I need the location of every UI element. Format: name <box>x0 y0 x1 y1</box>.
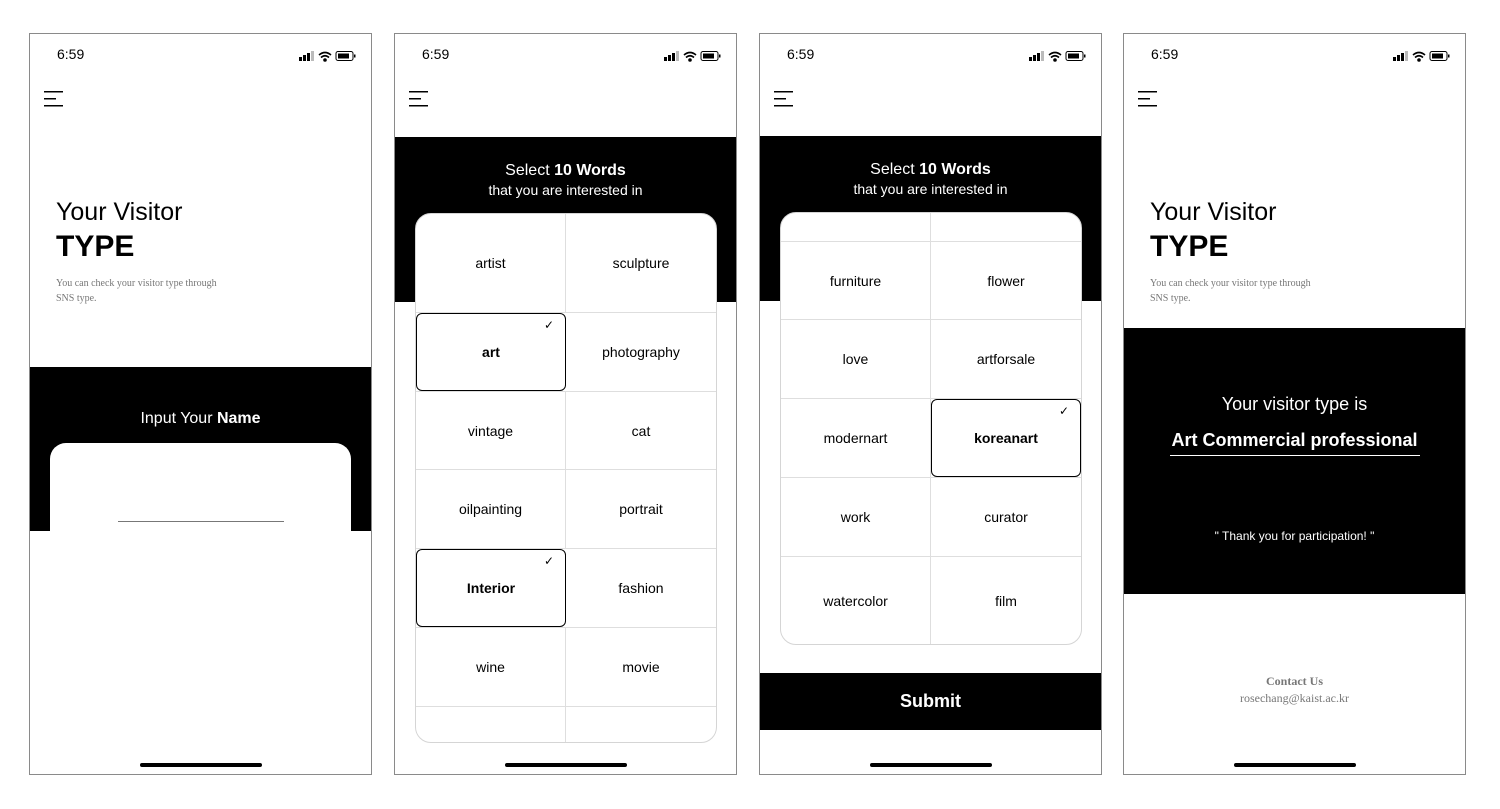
result-band <box>1124 328 1465 594</box>
heading-light: Select <box>505 162 555 179</box>
wifi-icon <box>319 53 331 62</box>
battery-icon <box>1430 52 1450 61</box>
word-label: artforsale <box>976 351 1036 367</box>
input-prompt-light: Input Your <box>140 410 217 427</box>
name-input-card[interactable] <box>50 443 351 563</box>
menu-icon[interactable] <box>774 91 796 107</box>
phone-screen-result <box>1123 33 1466 775</box>
word-option[interactable] <box>781 320 931 398</box>
word-row <box>416 313 716 392</box>
signal-icon <box>1393 51 1408 61</box>
word-label: koreanart <box>974 430 1038 446</box>
word-option-selected[interactable] <box>416 313 566 391</box>
page-subtitle: You can check your visitor type through SNS type. <box>1150 278 1311 304</box>
page-title-bold: TYPE <box>56 230 135 263</box>
word-label: cat <box>631 422 651 439</box>
battery-icon <box>1066 52 1086 61</box>
word-option <box>781 213 931 241</box>
home-indicator[interactable] <box>870 763 992 767</box>
word-select-subheading: that you are interested in <box>488 182 643 198</box>
status-icons <box>1393 47 1451 66</box>
phone-screen-word-select-submit <box>759 33 1102 775</box>
page-title-bold: TYPE <box>1150 230 1229 263</box>
word-label: fashion <box>618 580 664 596</box>
heading-bold: 10 Words <box>919 161 991 178</box>
word-option[interactable] <box>931 320 1081 398</box>
word-select-heading <box>395 162 736 180</box>
word-row <box>416 549 716 628</box>
word-label: movie <box>622 659 660 675</box>
status-time: 6:59 <box>787 46 815 62</box>
word-option[interactable] <box>781 399 931 477</box>
result-underline <box>1170 455 1420 456</box>
submit-button[interactable]: Submit <box>760 673 1101 730</box>
status-time: 6:59 <box>57 46 85 62</box>
word-option[interactable] <box>566 214 716 312</box>
page-subtitle: You can check your visitor type through SNS type. <box>56 278 217 304</box>
signal-icon <box>299 51 314 61</box>
word-row <box>781 320 1081 399</box>
word-label: portrait <box>619 501 663 517</box>
word-option[interactable] <box>781 478 931 556</box>
check-icon: ✓ <box>543 318 554 332</box>
word-row <box>416 470 716 549</box>
home-indicator[interactable] <box>505 763 627 767</box>
word-row <box>781 213 1081 242</box>
word-label: curator <box>984 509 1028 525</box>
word-select-subheading: that you are interested in <box>853 181 1008 197</box>
result-value: Art Commercial professional <box>1171 430 1418 450</box>
word-option <box>566 707 716 743</box>
word-label: modernart <box>823 430 888 446</box>
word-option[interactable] <box>566 470 716 548</box>
word-label: flower <box>987 272 1025 289</box>
word-label: furniture <box>829 272 882 289</box>
word-grid <box>780 212 1082 645</box>
word-option <box>416 707 566 743</box>
contact-email[interactable]: rosechang@kaist.ac.kr <box>1239 691 1349 705</box>
word-option[interactable] <box>416 470 566 548</box>
word-row <box>781 399 1081 478</box>
word-label: photography <box>602 344 680 360</box>
word-row <box>416 214 716 313</box>
word-row <box>416 707 716 743</box>
word-label: work <box>840 509 871 525</box>
battery-icon <box>336 52 356 61</box>
home-indicator[interactable] <box>1234 763 1356 767</box>
word-option[interactable] <box>566 628 716 706</box>
word-option[interactable] <box>416 214 566 312</box>
word-label: artist <box>475 255 506 271</box>
word-label: art <box>482 344 500 360</box>
word-select-heading <box>760 161 1101 179</box>
status-icons <box>1029 47 1087 66</box>
status-time: 6:59 <box>1151 46 1179 62</box>
page-title: Your Visitor <box>1150 198 1277 226</box>
word-option[interactable] <box>566 392 716 469</box>
result-intro: Your visitor type is <box>1221 394 1368 414</box>
wifi-icon <box>1413 53 1425 62</box>
word-row <box>416 392 716 470</box>
word-option[interactable] <box>931 557 1081 644</box>
word-option[interactable] <box>566 549 716 627</box>
word-option[interactable] <box>931 478 1081 556</box>
word-option[interactable] <box>566 313 716 391</box>
word-label: love <box>842 351 869 367</box>
wifi-icon <box>1049 53 1061 62</box>
status-time: 6:59 <box>422 46 450 62</box>
signal-icon <box>1029 51 1044 61</box>
word-option-selected[interactable] <box>416 549 566 627</box>
heading-bold: 10 Words <box>554 162 626 179</box>
status-icons <box>664 47 722 66</box>
menu-icon[interactable] <box>1138 91 1160 107</box>
signal-icon <box>664 51 679 61</box>
word-row <box>416 628 716 707</box>
battery-icon <box>701 52 721 61</box>
word-grid <box>415 213 717 743</box>
name-input-field[interactable] <box>118 521 284 522</box>
word-label: Interior <box>466 580 516 596</box>
word-label: oilpainting <box>458 501 523 517</box>
thanks-message: " Thank you for participation! " <box>1214 529 1375 543</box>
word-option[interactable] <box>416 392 566 469</box>
status-icons <box>299 47 357 66</box>
page-title: Your Visitor <box>56 198 183 226</box>
menu-icon[interactable] <box>409 91 431 107</box>
check-icon: ✓ <box>543 554 554 568</box>
word-option[interactable] <box>781 557 931 644</box>
word-row <box>781 557 1081 645</box>
word-label: vintage <box>467 422 514 439</box>
word-option-selected[interactable] <box>931 399 1081 477</box>
word-option[interactable] <box>416 628 566 706</box>
phone-screen-name-input <box>29 33 372 775</box>
word-option <box>931 213 1081 241</box>
check-icon: ✓ <box>1058 404 1069 418</box>
input-prompt <box>30 410 371 428</box>
word-option[interactable] <box>931 242 1081 319</box>
home-indicator[interactable] <box>140 763 262 767</box>
wifi-icon <box>684 53 696 62</box>
word-label: film <box>995 592 1017 609</box>
menu-icon[interactable] <box>44 91 66 107</box>
input-prompt-bold: Name <box>216 410 261 427</box>
word-option[interactable] <box>781 242 931 319</box>
heading-light: Select <box>870 161 920 178</box>
word-row <box>781 478 1081 557</box>
word-label: watercolor <box>823 592 888 609</box>
word-label: wine <box>476 659 505 675</box>
phone-screen-word-select <box>394 33 737 775</box>
contact-heading: Contact Us <box>1266 674 1323 688</box>
word-label: sculpture <box>612 255 670 271</box>
word-row <box>781 242 1081 320</box>
